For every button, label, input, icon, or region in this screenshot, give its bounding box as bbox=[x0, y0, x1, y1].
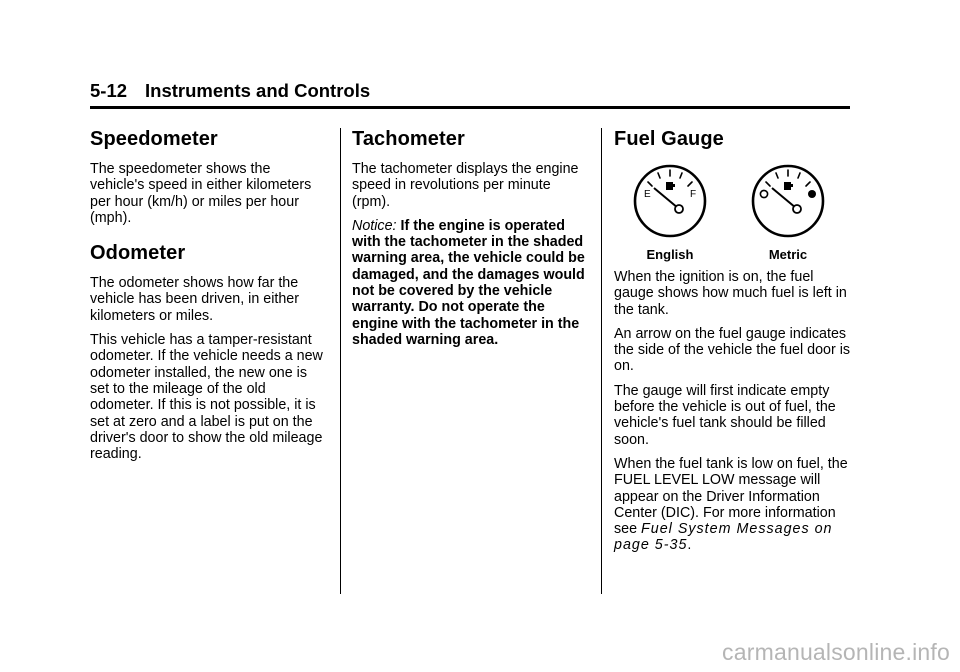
english-full-letter: F bbox=[690, 189, 697, 200]
odometer-paragraph-2: This vehicle has a tamper-resistant odometer. If the vehicle needs a new odometer installed, the new one is set to the mileage of the old odometer. If this is not possible, it is set at zero and a label is put on the driver's door to show the old mileage reading. bbox=[90, 332, 323, 463]
gauge-english-label: English bbox=[646, 247, 694, 262]
speedometer-paragraph: The speedometer shows the vehicle's speed in either kilometers per hour (km/h) or miles per hour (mph). bbox=[90, 161, 312, 226]
fuel-gauge-heading: Fuel Gauge bbox=[614, 128, 724, 150]
fuel-paragraph-4 bbox=[614, 456, 854, 554]
fuel-paragraph-3: The gauge will first indicate empty before the vehicle is out of fuel, the vehicle's fuel tank should be filled soon. bbox=[614, 382, 836, 448]
english-empty-letter: E bbox=[644, 189, 651, 200]
odometer-heading: Odometer bbox=[90, 242, 186, 265]
tachometer-notice bbox=[352, 218, 588, 348]
fuel-paragraph-1: When the ignition is on, the fuel gauge shows how much fuel is left in the tank. bbox=[614, 269, 847, 318]
notice-label: Notice: bbox=[352, 217, 397, 234]
tachometer-heading: Tachometer bbox=[352, 128, 465, 150]
column-3 bbox=[614, 124, 854, 562]
fuel-gauge-illustrations bbox=[614, 161, 854, 269]
page-header bbox=[90, 80, 850, 109]
fuel-gauge-metric-icon bbox=[750, 163, 826, 239]
odometer-paragraph-1: The odometer shows how far the vehicle has been driven, in either kilometers or miles. bbox=[90, 275, 300, 324]
fuel-system-messages-link[interactable]: Fuel System Messages on page 5-35 bbox=[614, 521, 833, 554]
section-title: Instruments and Controls bbox=[145, 80, 371, 101]
fuel-paragraph-4-end: . bbox=[687, 537, 692, 554]
column-divider-2 bbox=[601, 128, 602, 594]
gauge-metric-label: Metric bbox=[768, 247, 808, 262]
fuel-paragraph-4-text: When the fuel tank is low on fuel, the FUEL LEVEL LOW message will appear on the Driver Information Center (DIC). For more information see bbox=[614, 455, 848, 538]
column-divider-1 bbox=[340, 128, 341, 594]
column-2 bbox=[352, 124, 588, 356]
tachometer-intro: The tachometer displays the engine speed in revolutions per minute (rpm). bbox=[352, 161, 579, 210]
speedometer-heading: Speedometer bbox=[90, 128, 218, 150]
fuel-gauge-english-icon bbox=[632, 163, 708, 239]
notice-text: If the engine is operated with the tachometer in the shaded warning area, the vehicle could be damaged, and the damages would not be covered by the vehicle warranty. Do not operate the engine with the tachometer in the shaded warning area. bbox=[352, 217, 585, 348]
fuel-paragraph-2: An arrow on the fuel gauge indicates the side of the vehicle the fuel door is on. bbox=[614, 325, 851, 375]
column-1 bbox=[90, 124, 326, 470]
page-number: 5-12 bbox=[90, 80, 128, 101]
watermark: carmanualsonline.info bbox=[722, 639, 950, 665]
